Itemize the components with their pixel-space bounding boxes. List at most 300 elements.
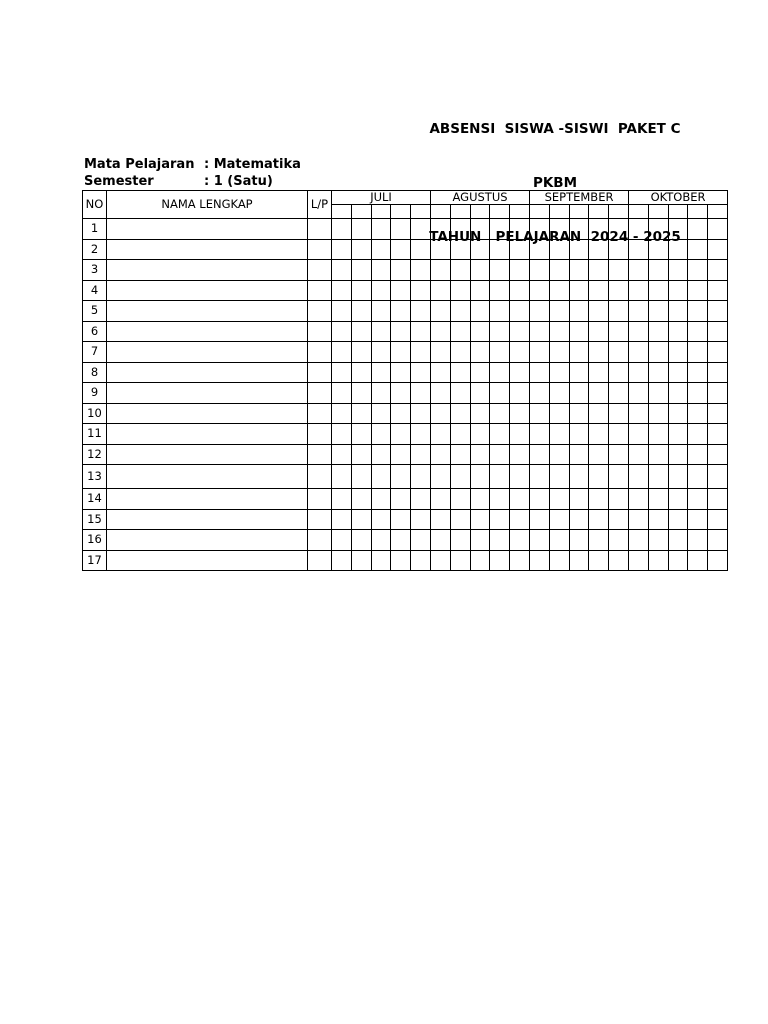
attendance-cell[interactable]	[708, 424, 728, 445]
attendance-cell[interactable]	[490, 342, 510, 363]
attendance-cell[interactable]	[431, 280, 451, 301]
attendance-cell[interactable]	[351, 424, 371, 445]
attendance-cell[interactable]	[411, 280, 431, 301]
attendance-cell[interactable]	[530, 342, 550, 363]
attendance-cell[interactable]	[490, 424, 510, 445]
attendance-cell[interactable]	[589, 383, 609, 404]
attendance-cell[interactable]	[708, 489, 728, 510]
attendance-cell[interactable]	[668, 550, 688, 571]
attendance-cell[interactable]	[490, 219, 510, 240]
gender-cell[interactable]	[308, 301, 332, 322]
attendance-cell[interactable]	[549, 342, 569, 363]
attendance-cell[interactable]	[510, 424, 530, 445]
student-name-cell[interactable]	[107, 321, 308, 342]
attendance-cell[interactable]	[609, 321, 629, 342]
attendance-cell[interactable]	[609, 550, 629, 571]
attendance-cell[interactable]	[371, 239, 391, 260]
attendance-cell[interactable]	[510, 383, 530, 404]
attendance-cell[interactable]	[371, 465, 391, 489]
attendance-cell[interactable]	[549, 424, 569, 445]
attendance-cell[interactable]	[431, 383, 451, 404]
attendance-cell[interactable]	[589, 342, 609, 363]
attendance-cell[interactable]	[371, 301, 391, 322]
attendance-cell[interactable]	[708, 383, 728, 404]
attendance-cell[interactable]	[668, 342, 688, 363]
attendance-cell[interactable]	[391, 301, 411, 322]
attendance-cell[interactable]	[470, 465, 490, 489]
gender-cell[interactable]	[308, 260, 332, 281]
attendance-cell[interactable]	[391, 424, 411, 445]
attendance-cell[interactable]	[411, 260, 431, 281]
attendance-cell[interactable]	[490, 509, 510, 530]
attendance-cell[interactable]	[688, 219, 708, 240]
attendance-cell[interactable]	[708, 239, 728, 260]
attendance-cell[interactable]	[510, 321, 530, 342]
attendance-cell[interactable]	[589, 280, 609, 301]
student-name-cell[interactable]	[107, 362, 308, 383]
attendance-cell[interactable]	[391, 321, 411, 342]
attendance-cell[interactable]	[668, 383, 688, 404]
attendance-cell[interactable]	[371, 424, 391, 445]
attendance-cell[interactable]	[569, 321, 589, 342]
attendance-cell[interactable]	[708, 219, 728, 240]
attendance-cell[interactable]	[431, 509, 451, 530]
gender-cell[interactable]	[308, 321, 332, 342]
attendance-cell[interactable]	[490, 489, 510, 510]
attendance-cell[interactable]	[450, 321, 470, 342]
attendance-cell[interactable]	[332, 550, 352, 571]
attendance-cell[interactable]	[450, 465, 470, 489]
attendance-cell[interactable]	[530, 403, 550, 424]
attendance-cell[interactable]	[351, 489, 371, 510]
attendance-cell[interactable]	[490, 280, 510, 301]
attendance-cell[interactable]	[668, 465, 688, 489]
attendance-cell[interactable]	[391, 383, 411, 404]
attendance-cell[interactable]	[411, 424, 431, 445]
attendance-cell[interactable]	[470, 321, 490, 342]
attendance-cell[interactable]	[530, 550, 550, 571]
attendance-cell[interactable]	[648, 509, 668, 530]
attendance-cell[interactable]	[411, 550, 431, 571]
attendance-cell[interactable]	[411, 444, 431, 465]
attendance-cell[interactable]	[609, 260, 629, 281]
attendance-cell[interactable]	[391, 239, 411, 260]
attendance-cell[interactable]	[490, 239, 510, 260]
attendance-cell[interactable]	[688, 383, 708, 404]
attendance-cell[interactable]	[332, 342, 352, 363]
attendance-cell[interactable]	[629, 550, 649, 571]
attendance-cell[interactable]	[332, 444, 352, 465]
attendance-cell[interactable]	[351, 530, 371, 551]
attendance-cell[interactable]	[569, 403, 589, 424]
attendance-cell[interactable]	[708, 403, 728, 424]
gender-cell[interactable]	[308, 509, 332, 530]
attendance-cell[interactable]	[629, 403, 649, 424]
attendance-cell[interactable]	[668, 424, 688, 445]
student-name-cell[interactable]	[107, 260, 308, 281]
attendance-cell[interactable]	[569, 424, 589, 445]
attendance-cell[interactable]	[530, 530, 550, 551]
attendance-cell[interactable]	[391, 509, 411, 530]
attendance-cell[interactable]	[549, 239, 569, 260]
attendance-cell[interactable]	[530, 465, 550, 489]
gender-cell[interactable]	[308, 489, 332, 510]
attendance-cell[interactable]	[411, 321, 431, 342]
attendance-cell[interactable]	[371, 530, 391, 551]
attendance-cell[interactable]	[549, 530, 569, 551]
attendance-cell[interactable]	[569, 342, 589, 363]
attendance-cell[interactable]	[609, 383, 629, 404]
attendance-cell[interactable]	[431, 444, 451, 465]
attendance-cell[interactable]	[332, 301, 352, 322]
attendance-cell[interactable]	[450, 489, 470, 510]
attendance-cell[interactable]	[629, 219, 649, 240]
attendance-cell[interactable]	[411, 219, 431, 240]
attendance-cell[interactable]	[530, 239, 550, 260]
attendance-cell[interactable]	[688, 550, 708, 571]
attendance-cell[interactable]	[490, 383, 510, 404]
attendance-cell[interactable]	[688, 530, 708, 551]
attendance-cell[interactable]	[668, 444, 688, 465]
attendance-cell[interactable]	[510, 550, 530, 571]
attendance-cell[interactable]	[648, 219, 668, 240]
attendance-cell[interactable]	[391, 530, 411, 551]
attendance-cell[interactable]	[708, 342, 728, 363]
attendance-cell[interactable]	[371, 342, 391, 363]
attendance-cell[interactable]	[490, 301, 510, 322]
student-name-cell[interactable]	[107, 444, 308, 465]
attendance-cell[interactable]	[530, 444, 550, 465]
attendance-cell[interactable]	[648, 403, 668, 424]
attendance-cell[interactable]	[470, 444, 490, 465]
attendance-cell[interactable]	[470, 280, 490, 301]
gender-cell[interactable]	[308, 403, 332, 424]
attendance-cell[interactable]	[708, 465, 728, 489]
attendance-cell[interactable]	[668, 362, 688, 383]
attendance-cell[interactable]	[648, 489, 668, 510]
attendance-cell[interactable]	[470, 301, 490, 322]
attendance-cell[interactable]	[688, 424, 708, 445]
attendance-cell[interactable]	[351, 301, 371, 322]
attendance-cell[interactable]	[589, 301, 609, 322]
attendance-cell[interactable]	[470, 260, 490, 281]
gender-cell[interactable]	[308, 530, 332, 551]
attendance-cell[interactable]	[530, 280, 550, 301]
attendance-cell[interactable]	[431, 403, 451, 424]
attendance-cell[interactable]	[648, 239, 668, 260]
attendance-cell[interactable]	[510, 444, 530, 465]
attendance-cell[interactable]	[510, 465, 530, 489]
attendance-cell[interactable]	[470, 403, 490, 424]
attendance-cell[interactable]	[332, 489, 352, 510]
attendance-cell[interactable]	[609, 362, 629, 383]
attendance-cell[interactable]	[431, 489, 451, 510]
attendance-cell[interactable]	[351, 219, 371, 240]
attendance-cell[interactable]	[470, 219, 490, 240]
attendance-cell[interactable]	[688, 301, 708, 322]
attendance-cell[interactable]	[332, 219, 352, 240]
attendance-cell[interactable]	[668, 280, 688, 301]
attendance-cell[interactable]	[549, 403, 569, 424]
attendance-cell[interactable]	[510, 530, 530, 551]
attendance-cell[interactable]	[609, 239, 629, 260]
attendance-cell[interactable]	[629, 362, 649, 383]
attendance-cell[interactable]	[431, 342, 451, 363]
attendance-cell[interactable]	[569, 444, 589, 465]
attendance-cell[interactable]	[351, 403, 371, 424]
attendance-cell[interactable]	[589, 219, 609, 240]
attendance-cell[interactable]	[609, 301, 629, 322]
attendance-cell[interactable]	[431, 530, 451, 551]
attendance-cell[interactable]	[470, 489, 490, 510]
attendance-cell[interactable]	[648, 362, 668, 383]
attendance-cell[interactable]	[431, 301, 451, 322]
attendance-cell[interactable]	[648, 321, 668, 342]
attendance-cell[interactable]	[609, 509, 629, 530]
student-name-cell[interactable]	[107, 301, 308, 322]
attendance-cell[interactable]	[589, 260, 609, 281]
attendance-cell[interactable]	[530, 509, 550, 530]
attendance-cell[interactable]	[332, 260, 352, 281]
attendance-cell[interactable]	[450, 403, 470, 424]
attendance-cell[interactable]	[708, 550, 728, 571]
attendance-cell[interactable]	[332, 403, 352, 424]
attendance-cell[interactable]	[450, 362, 470, 383]
attendance-cell[interactable]	[351, 509, 371, 530]
attendance-cell[interactable]	[549, 509, 569, 530]
attendance-cell[interactable]	[490, 465, 510, 489]
attendance-cell[interactable]	[431, 321, 451, 342]
attendance-cell[interactable]	[688, 321, 708, 342]
attendance-cell[interactable]	[668, 530, 688, 551]
attendance-cell[interactable]	[688, 342, 708, 363]
attendance-cell[interactable]	[431, 219, 451, 240]
attendance-cell[interactable]	[470, 362, 490, 383]
attendance-cell[interactable]	[510, 280, 530, 301]
attendance-cell[interactable]	[411, 530, 431, 551]
attendance-cell[interactable]	[569, 509, 589, 530]
attendance-cell[interactable]	[470, 530, 490, 551]
gender-cell[interactable]	[308, 550, 332, 571]
attendance-cell[interactable]	[332, 239, 352, 260]
attendance-cell[interactable]	[450, 280, 470, 301]
gender-cell[interactable]	[308, 424, 332, 445]
attendance-cell[interactable]	[648, 424, 668, 445]
attendance-cell[interactable]	[569, 465, 589, 489]
attendance-cell[interactable]	[688, 239, 708, 260]
attendance-cell[interactable]	[668, 321, 688, 342]
attendance-cell[interactable]	[549, 362, 569, 383]
attendance-cell[interactable]	[490, 444, 510, 465]
student-name-cell[interactable]	[107, 280, 308, 301]
attendance-cell[interactable]	[530, 219, 550, 240]
student-name-cell[interactable]	[107, 403, 308, 424]
attendance-cell[interactable]	[589, 321, 609, 342]
attendance-cell[interactable]	[450, 239, 470, 260]
attendance-cell[interactable]	[569, 530, 589, 551]
attendance-cell[interactable]	[450, 301, 470, 322]
attendance-cell[interactable]	[629, 444, 649, 465]
attendance-cell[interactable]	[371, 403, 391, 424]
attendance-cell[interactable]	[688, 260, 708, 281]
attendance-cell[interactable]	[351, 342, 371, 363]
attendance-cell[interactable]	[351, 280, 371, 301]
attendance-cell[interactable]	[411, 489, 431, 510]
attendance-cell[interactable]	[609, 342, 629, 363]
attendance-cell[interactable]	[549, 301, 569, 322]
attendance-cell[interactable]	[490, 403, 510, 424]
attendance-cell[interactable]	[332, 383, 352, 404]
attendance-cell[interactable]	[510, 301, 530, 322]
gender-cell[interactable]	[308, 280, 332, 301]
attendance-cell[interactable]	[629, 424, 649, 445]
attendance-cell[interactable]	[668, 403, 688, 424]
attendance-cell[interactable]	[589, 465, 609, 489]
attendance-cell[interactable]	[391, 465, 411, 489]
student-name-cell[interactable]	[107, 219, 308, 240]
attendance-cell[interactable]	[371, 509, 391, 530]
attendance-cell[interactable]	[549, 383, 569, 404]
attendance-cell[interactable]	[450, 219, 470, 240]
attendance-cell[interactable]	[411, 342, 431, 363]
student-name-cell[interactable]	[107, 383, 308, 404]
attendance-cell[interactable]	[589, 362, 609, 383]
attendance-cell[interactable]	[569, 489, 589, 510]
attendance-cell[interactable]	[490, 260, 510, 281]
attendance-cell[interactable]	[530, 424, 550, 445]
attendance-cell[interactable]	[629, 280, 649, 301]
attendance-cell[interactable]	[549, 260, 569, 281]
attendance-cell[interactable]	[391, 342, 411, 363]
student-name-cell[interactable]	[107, 489, 308, 510]
attendance-cell[interactable]	[411, 403, 431, 424]
attendance-cell[interactable]	[450, 260, 470, 281]
gender-cell[interactable]	[308, 444, 332, 465]
attendance-cell[interactable]	[450, 342, 470, 363]
attendance-cell[interactable]	[708, 509, 728, 530]
attendance-cell[interactable]	[371, 383, 391, 404]
attendance-cell[interactable]	[629, 465, 649, 489]
attendance-cell[interactable]	[411, 383, 431, 404]
attendance-cell[interactable]	[510, 219, 530, 240]
attendance-cell[interactable]	[708, 362, 728, 383]
attendance-cell[interactable]	[411, 301, 431, 322]
attendance-cell[interactable]	[391, 219, 411, 240]
attendance-cell[interactable]	[549, 489, 569, 510]
attendance-cell[interactable]	[708, 260, 728, 281]
attendance-cell[interactable]	[629, 383, 649, 404]
attendance-cell[interactable]	[332, 509, 352, 530]
gender-cell[interactable]	[308, 219, 332, 240]
attendance-cell[interactable]	[391, 444, 411, 465]
attendance-cell[interactable]	[629, 321, 649, 342]
attendance-cell[interactable]	[708, 301, 728, 322]
attendance-cell[interactable]	[411, 239, 431, 260]
attendance-cell[interactable]	[609, 465, 629, 489]
attendance-cell[interactable]	[431, 550, 451, 571]
attendance-cell[interactable]	[371, 260, 391, 281]
student-name-cell[interactable]	[107, 465, 308, 489]
student-name-cell[interactable]	[107, 424, 308, 445]
attendance-cell[interactable]	[332, 280, 352, 301]
attendance-cell[interactable]	[530, 260, 550, 281]
attendance-cell[interactable]	[668, 509, 688, 530]
attendance-cell[interactable]	[629, 489, 649, 510]
attendance-cell[interactable]	[629, 530, 649, 551]
attendance-cell[interactable]	[391, 260, 411, 281]
attendance-cell[interactable]	[332, 465, 352, 489]
attendance-cell[interactable]	[450, 550, 470, 571]
attendance-cell[interactable]	[648, 530, 668, 551]
attendance-cell[interactable]	[332, 530, 352, 551]
attendance-cell[interactable]	[450, 509, 470, 530]
attendance-cell[interactable]	[371, 321, 391, 342]
attendance-cell[interactable]	[688, 465, 708, 489]
attendance-cell[interactable]	[648, 342, 668, 363]
attendance-cell[interactable]	[490, 530, 510, 551]
attendance-cell[interactable]	[510, 342, 530, 363]
attendance-cell[interactable]	[450, 530, 470, 551]
attendance-cell[interactable]	[530, 383, 550, 404]
attendance-cell[interactable]	[332, 362, 352, 383]
attendance-cell[interactable]	[351, 260, 371, 281]
attendance-cell[interactable]	[668, 219, 688, 240]
attendance-cell[interactable]	[351, 383, 371, 404]
attendance-cell[interactable]	[708, 321, 728, 342]
attendance-cell[interactable]	[629, 239, 649, 260]
attendance-cell[interactable]	[371, 489, 391, 510]
attendance-cell[interactable]	[470, 424, 490, 445]
attendance-cell[interactable]	[411, 362, 431, 383]
attendance-cell[interactable]	[530, 321, 550, 342]
attendance-cell[interactable]	[668, 489, 688, 510]
attendance-cell[interactable]	[688, 509, 708, 530]
attendance-cell[interactable]	[629, 260, 649, 281]
attendance-cell[interactable]	[371, 444, 391, 465]
attendance-cell[interactable]	[549, 444, 569, 465]
attendance-cell[interactable]	[371, 362, 391, 383]
attendance-cell[interactable]	[589, 489, 609, 510]
attendance-cell[interactable]	[589, 424, 609, 445]
attendance-cell[interactable]	[510, 489, 530, 510]
attendance-cell[interactable]	[609, 219, 629, 240]
attendance-cell[interactable]	[589, 530, 609, 551]
attendance-cell[interactable]	[609, 444, 629, 465]
attendance-cell[interactable]	[589, 444, 609, 465]
attendance-cell[interactable]	[470, 509, 490, 530]
attendance-cell[interactable]	[510, 403, 530, 424]
attendance-cell[interactable]	[589, 403, 609, 424]
attendance-cell[interactable]	[648, 465, 668, 489]
attendance-cell[interactable]	[648, 444, 668, 465]
attendance-cell[interactable]	[648, 550, 668, 571]
attendance-cell[interactable]	[470, 383, 490, 404]
attendance-cell[interactable]	[629, 342, 649, 363]
student-name-cell[interactable]	[107, 509, 308, 530]
attendance-cell[interactable]	[371, 280, 391, 301]
attendance-cell[interactable]	[629, 301, 649, 322]
attendance-cell[interactable]	[609, 424, 629, 445]
attendance-cell[interactable]	[688, 280, 708, 301]
attendance-cell[interactable]	[431, 424, 451, 445]
attendance-cell[interactable]	[708, 280, 728, 301]
attendance-cell[interactable]	[589, 509, 609, 530]
attendance-cell[interactable]	[648, 383, 668, 404]
attendance-cell[interactable]	[391, 403, 411, 424]
attendance-cell[interactable]	[510, 362, 530, 383]
attendance-cell[interactable]	[510, 239, 530, 260]
attendance-cell[interactable]	[629, 509, 649, 530]
